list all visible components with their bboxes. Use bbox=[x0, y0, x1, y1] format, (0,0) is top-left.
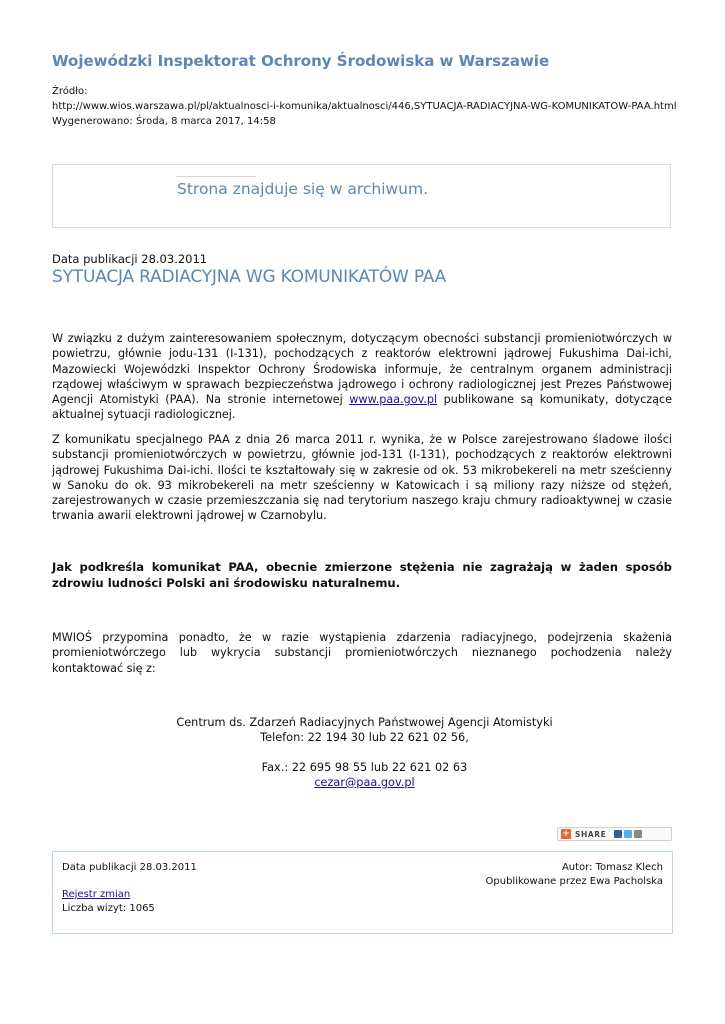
email-icon[interactable] bbox=[634, 830, 642, 838]
p1-text-after: publikowane są komunikaty, dotyczące aktualnej sytuacji radiologicznej. bbox=[52, 393, 672, 422]
share-plus-icon: + bbox=[562, 829, 570, 839]
article-paragraph-2: Z komunikatu specjalnego PAA z dnia 26 marca 2011 r. wynika, że w Polsce zarejestrowano śladowe ilości substancji promieniotwórczych w powietrzu, głównie jod-131 (I-131), pochodzących z reaktorów elektrowni jądrowej Fukushima Dai-ichi. Ilości te kształtowały się w zakresie od ok. 53 mikrobekereli na metr sześcienny w Sanoku do ok. 93 mikrobekereli na metr sześcienny w Katowicach i są miliony razy niższe od stężeń, zarejestrowanych w czasie przemieszczania się nad terytorium naszego kraju chmury radioaktywnej w czasie trwania awarii elektrowni jądrowej w Czarnobylu. bbox=[52, 433, 672, 523]
source-url: http://www.wios.warszawa.pl/pl/aktualnosci-i-komunika/aktualnosci/446,SYTUACJA-RADIACYJNA-WG-KOMUNIKATOW-PAA.html bbox=[52, 101, 677, 112]
source-info bbox=[52, 84, 677, 129]
generated-timestamp: Wygenerowano: Środa, 8 marca 2017, 14:58 bbox=[52, 116, 276, 127]
article-footer bbox=[52, 851, 673, 934]
footer-published-by: Opublikowane przez Ewa Pacholska bbox=[485, 876, 663, 887]
share-button[interactable] bbox=[557, 827, 672, 841]
article-paragraph-4: MWIOŚ przypomina ponadto, że w razie wystąpienia zdarzenia radiacyjnego, podejrzenia skażenia promieniotwórczego lub wykrycia substancji promieniotwórczych nieznanego pochodzenia należy kontaktować się z: bbox=[52, 631, 672, 675]
share-label: SHARE bbox=[575, 829, 607, 839]
contact-block bbox=[52, 715, 677, 790]
source-label: Źródło: bbox=[52, 86, 88, 97]
contact-email-link[interactable]: cezar@paa.gov.pl bbox=[314, 775, 415, 789]
archive-notice-box bbox=[52, 164, 671, 228]
visit-count: Liczba wizyt: 1065 bbox=[62, 903, 155, 914]
archive-notice: Strona znajduje się w archiwum. bbox=[177, 180, 429, 198]
article-paragraph-1 bbox=[52, 331, 672, 423]
contact-phone: Telefon: 22 194 30 lub 22 621 02 56, bbox=[260, 731, 469, 745]
article-title: SYTUACJA RADIACYJNA WG KOMUNIKATÓW PAA bbox=[52, 267, 447, 287]
p1-text-before: W związku z dużym zainteresowaniem społecznym, dotyczącym obecności substancji promieniotwórczych w powietrzu, głównie jodu-131 (I-131), pochodzących z reaktorów elektrowni jądrowej Fukushima Dai-ichi, Mazowiecki Wojewódzki Inspektor Ochrony Środowiska informuje, że centralnym organem administracji rządowej właściwym w sprawach bezpieczeństwa jądrowego i ochrony radiologicznej jest Prezes Państwowej Agencji Atomistyki (PAA). Na stronie internetowej bbox=[52, 332, 672, 407]
contact-org: Centrum ds. Zdarzeń Radiacyjnych Państwowej Agencji Atomistyki bbox=[176, 716, 553, 729]
paa-website-link[interactable]: www.paa.gov.pl bbox=[349, 393, 438, 407]
publication-date: Data publikacji 28.03.2011 bbox=[52, 252, 208, 266]
footer-author-block bbox=[486, 861, 663, 889]
twitter-icon[interactable] bbox=[624, 830, 632, 838]
footer-publication-date: Data publikacji 28.03.2011 bbox=[62, 862, 197, 873]
article-paragraph-bold: Jak podkreśla komunikat PAA, obecnie zmierzone stężenia nie zagrażają w żaden sposób zdrowiu ludności Polski ani środowisku naturalnemu. bbox=[52, 560, 672, 590]
contact-fax: Fax.: 22 695 98 55 lub 22 621 02 63 bbox=[261, 760, 468, 774]
change-register-link[interactable]: Rejestr zmian bbox=[62, 889, 131, 900]
site-title: Wojewódzki Inspektorat Ochrony Środowiska w Warszawie bbox=[52, 52, 550, 70]
footer-author: Autor: Tomasz Klech bbox=[561, 862, 663, 873]
archive-divider bbox=[176, 176, 256, 177]
facebook-icon[interactable] bbox=[614, 830, 622, 838]
